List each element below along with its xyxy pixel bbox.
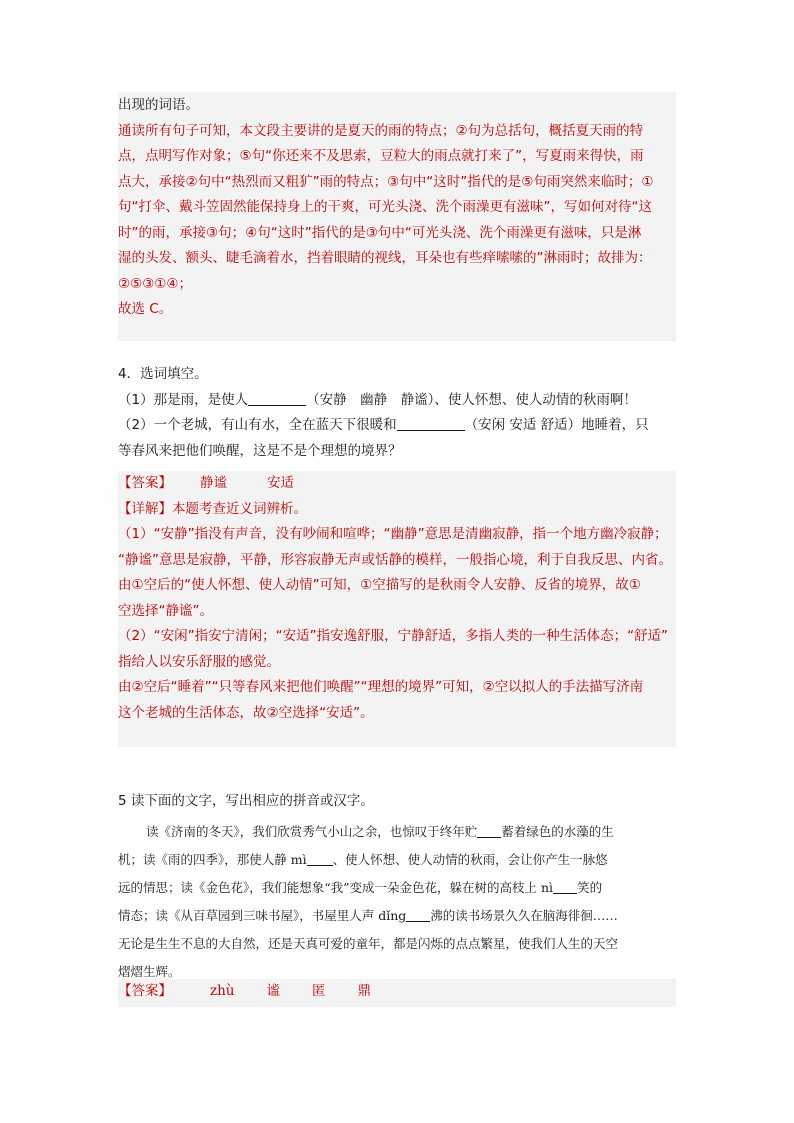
blank-zhu <box>477 823 501 838</box>
text-segment: ②⑤③①④； <box>118 275 193 292</box>
text-segment: 句雨突然来临时； <box>533 173 642 190</box>
text-segment: 湿的头发、额头、睫毛滴着水，挡着眼睛的视线，耳朵也有些痒嗦嗦的”淋雨时；故排为： <box>118 250 652 266</box>
text-segment: ④ <box>245 224 258 241</box>
text-segment: 时”的雨，承接 <box>118 224 206 241</box>
blank-ni <box>553 879 577 894</box>
text-segment: 这个老城的生活体态，故 <box>118 704 267 721</box>
text-segment: 句“打伞、戴斗笠固然能保持身上的干爽，可光头浇、洗个雨澡更有滋味”，写如何对待“这 <box>118 199 652 215</box>
text-segment: 空后的“使人怀想、使人动情”可知， <box>143 577 361 593</box>
question-4-item-1: （1）那是雨，是使人 （安静 幽静 静谧）、使人怀想、使人动情的秋雨啊！ <box>118 391 637 408</box>
answer-word-2: 安适 <box>267 475 294 491</box>
explanation-block <box>118 92 676 341</box>
passage-line-3: 远的情思；读《金色花》，我们能想象“我”变成一朵金色花，躲在树的高枝上 nì 笑的 <box>118 879 603 895</box>
answer-word-4: 鼎 <box>357 983 372 999</box>
text-segment: 句中“可光头浇、洗个雨澡更有滋味，只是淋 <box>377 224 642 241</box>
text-line <box>118 650 676 676</box>
passage-line-4: 情态；读《从百草园到三味书屋》，书屋里人声 dǐng 沸的读书场景久久在脑海徘徊…… <box>118 907 618 923</box>
text-segment: 句中“这时”指代的是 <box>399 173 522 190</box>
text-segment: ② <box>131 679 144 695</box>
text-segment: ③ <box>206 224 219 241</box>
text-line <box>118 573 676 599</box>
answer-word-2: 谧 <box>266 983 281 999</box>
text-segment: 空后“睡着”“只等春风来把他们唤醒”“理想的境界”可知， <box>143 679 483 695</box>
text-segment: 点，点明写作对象； <box>118 148 240 164</box>
answer-label: 【答案】 <box>118 475 172 491</box>
text-segment: ② <box>455 122 468 139</box>
text-segment: 点大，承接 <box>118 173 186 190</box>
text-line <box>118 497 676 523</box>
text-segment: ③ <box>387 173 400 190</box>
text-segment: 句“这时”指代的是 <box>257 224 366 241</box>
answer-word-3: 匿 <box>312 983 326 999</box>
text-line <box>118 297 676 323</box>
text-segment: （1）“安静”指没有声音，没有吵闹和喧哗；“幽静”意思是清幽寂静，指一个地方幽冷寂静； <box>118 526 668 542</box>
text-segment: 由 <box>118 577 132 593</box>
question-5 <box>118 789 676 986</box>
text-line <box>118 675 676 701</box>
text-segment: 空选择“静谧”。 <box>118 602 213 619</box>
question-4 <box>118 362 676 464</box>
text-segment: ① <box>360 577 373 593</box>
text-line <box>118 221 676 247</box>
text-segment: 空选择“安适”。 <box>278 704 374 721</box>
text-segment: 【详解】本题考查近义词辨析。 <box>118 500 307 517</box>
question-4-item-2: （2）一个老城，有山有水，全在蓝天下很暖和 （安闲 安适 舒适）地睡着，只 <box>118 417 649 433</box>
text-segment: “静谧”意思是寂静，平静，形容寂静无声或恬静的模样，一般指心境，利于自我反思、内省。 <box>118 551 672 568</box>
text-segment: 句； <box>218 224 246 241</box>
text-segment: 通读所有句子可知，本文段主要讲的是夏天的雨的特点； <box>118 122 456 139</box>
text-segment: 句为总括句，概括夏天雨的特 <box>467 122 644 139</box>
text-line <box>118 119 676 145</box>
text-segment: ③ <box>365 224 378 241</box>
question-5-title: 5 读下面的文字，写出相应的拼音或汉字。 <box>118 793 374 809</box>
passage-line-2: 机；读《雨的四季》，那使人静 mì 、使人怀想、使人动情的秋雨，会让你产生一脉悠 <box>118 851 608 867</box>
text-segment: ① <box>641 173 654 190</box>
text-line <box>118 624 676 650</box>
blank-2 <box>397 416 465 431</box>
text-line <box>118 522 676 548</box>
text-segment: 空以拟人的手法描写济南 <box>494 679 644 695</box>
passage-line-1: 读《济南的冬天》，我们欣赏秀气小山之余，也惊叹于终年贮 蓄着绿色的水藻的生 <box>146 823 614 839</box>
answer-label: 【答案】 <box>118 983 172 999</box>
answer-word-1: zhù <box>210 983 235 999</box>
question-4-answer <box>118 471 676 747</box>
text-segment: ① <box>628 577 641 593</box>
text-line <box>118 195 676 221</box>
text-line <box>118 93 676 119</box>
question-4-title: 4．选词填空。 <box>118 366 208 382</box>
passage-line-5: 无论是生生不息的大自然，还是天真可爱的童年，都是闪烁的点点繁星，使我们人生的天空 <box>118 935 619 951</box>
text-segment: 空描写的是秋雨令人安静、反省的境界，故 <box>372 577 629 593</box>
text-line <box>118 701 676 727</box>
text-line <box>118 144 676 170</box>
blank-1 <box>248 391 306 406</box>
passage-line-6: 熠熠生辉。 <box>118 963 181 979</box>
text-line <box>118 548 676 574</box>
blank-mi <box>307 851 333 866</box>
question-4-item-2-cont: 等春风来把他们唤醒，这是不是个理想的境界？ <box>118 442 402 459</box>
text-segment: ① <box>131 577 144 593</box>
text-segment: 由 <box>118 679 132 695</box>
text-segment: ⑤ <box>521 173 534 190</box>
text-line <box>118 272 676 298</box>
answer-word-1: 静谧 <box>200 475 227 491</box>
text-segment: （2）“安闲”指安宁清闲；“安适”指安逸舒服，宁静舒适，多指人类的一种生活体态；“舒适” <box>118 628 669 644</box>
text-segment: ② <box>266 704 279 721</box>
text-line <box>118 170 676 196</box>
text-segment: ② <box>482 679 495 695</box>
blank-ding <box>406 907 430 922</box>
text-segment: 句“你还来不及思索，豆粒大的雨点就打来了”，写夏雨来得快，雨 <box>251 148 644 164</box>
question-5-answer <box>118 979 676 1007</box>
text-segment: ② <box>185 173 198 190</box>
text-segment: 句中“热烈而又粗犷”雨的特点； <box>197 173 388 190</box>
answer-line <box>118 471 676 497</box>
text-segment: 指给人以安乐舒服的感觉。 <box>118 653 280 670</box>
text-segment: 故选 C。 <box>118 301 173 317</box>
text-line <box>118 599 676 625</box>
text-segment: ⑤ <box>239 148 252 164</box>
text-line <box>118 246 676 272</box>
answer-line <box>118 979 676 1005</box>
text-segment: 出现的词语。 <box>118 97 199 113</box>
